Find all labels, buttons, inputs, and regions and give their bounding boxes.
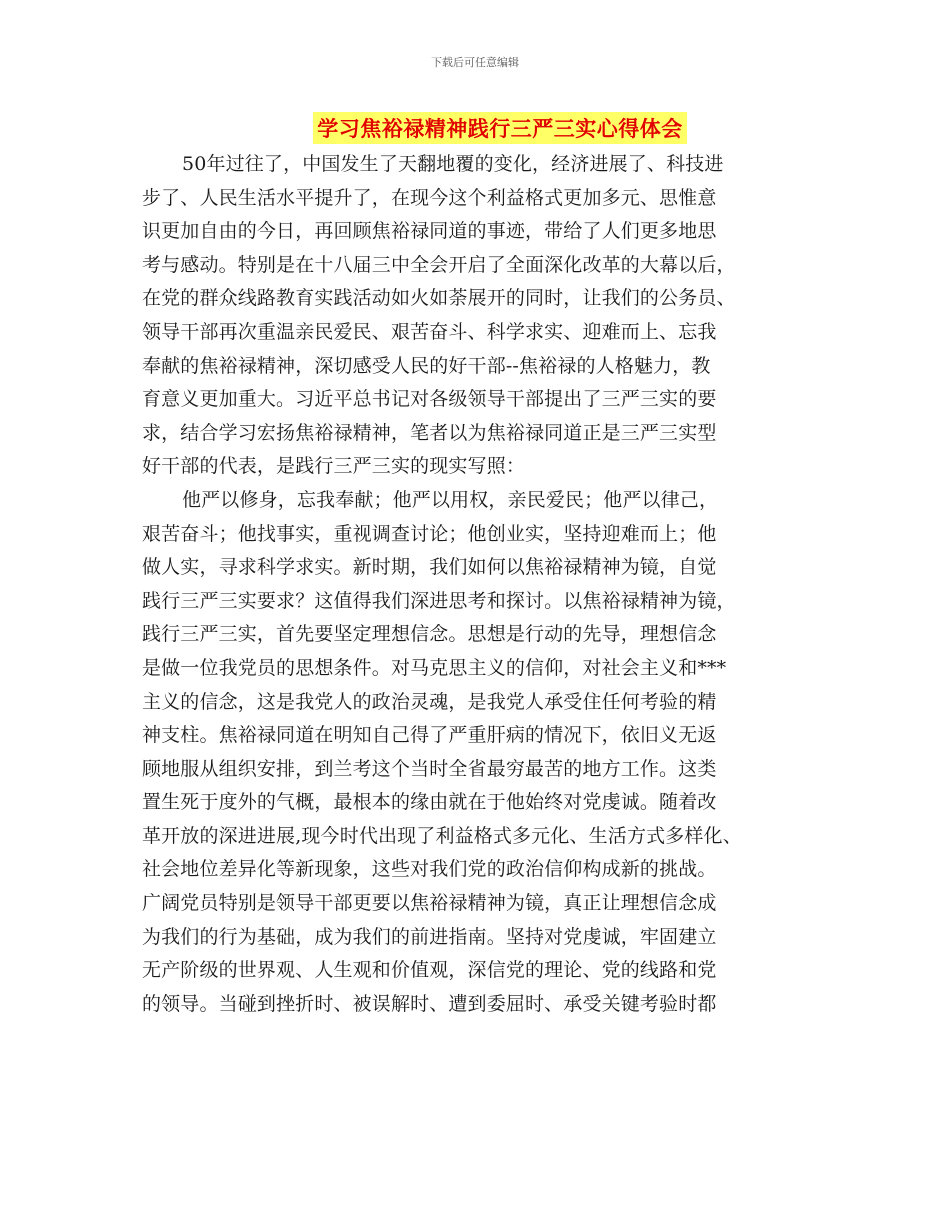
text-line: 无产阶级的世界观、人生观和价值观，深信党的理论、党的线路和党	[142, 959, 717, 982]
title-container	[0, 112, 950, 144]
text-line: 艰苦奋斗；他找事实，重视调查讨论；他创业实，坚持迎难而上；他	[142, 522, 717, 545]
text-line: 领导干部再次重温亲民爱民、艰苦奋斗、科学求实、迎难而上、忘我	[142, 320, 717, 343]
document-body	[142, 148, 802, 1021]
text-line: 社会地位差异化等新现象，这些对我们党的政治信仰构成新的挑战。	[142, 858, 717, 881]
paragraph	[142, 484, 802, 1022]
text-line: 广阔党员特别是领导干部更要以焦裕禄精神为镜，真正让理想信念成	[142, 892, 717, 915]
paragraph	[142, 148, 802, 484]
text-line: 他严以修身，忘我奉献；他严以用权，亲民爱民；他严以律己，	[182, 488, 719, 511]
text-line: 践行三严三实要求？这值得我们深进思考和探讨。以焦裕禄精神为镜，	[142, 589, 736, 612]
text-line: 主义的信念，这是我党人的政治灵魂，是我党人承受住任何考验的精	[142, 690, 717, 713]
text-line: 奉献的焦裕禄精神，深切感受人民的好干部--焦裕禄的人格魅力，教	[142, 354, 711, 377]
text-line: 为我们的行为基础，成为我们的前进指南。坚持对党虔诚，牢固建立	[142, 925, 717, 948]
text-line: 革开放的深进进展,现今时代出现了利益格式多元化、生活方式多样化、	[142, 824, 742, 847]
text-line: 顾地服从组织安排，到兰考这个当时全省最穷最苦的地方工作。这类	[142, 757, 717, 780]
text-line: 在党的群众线路教育实践活动如火如荼展开的同时，让我们的公务员、	[142, 287, 736, 310]
text-line: 神支柱。焦裕禄同道在明知自己得了严重肝病的情况下，依旧义无返	[142, 724, 717, 747]
text-line: 的领导。当碰到挫折时、被误解时、遭到委屈时、承受关键考验时都	[142, 992, 717, 1015]
text-line: 是做一位我党员的思想条件。对马克思主义的信仰，对社会主义和***	[142, 656, 727, 679]
text-line: 置生死于度外的气概，最根本的缘由就在于他始终对党虔诚。随着改	[142, 791, 717, 814]
text-line: 做人实，寻求科学求实。新时期，我们如何以焦裕禄精神为镜，自觉	[142, 556, 717, 579]
text-line: 考与感动。特别是在十八届三中全会开启了全面深化改革的大幕以后，	[142, 253, 736, 276]
document-title: 学习焦裕禄精神践行三严三实心得体会	[313, 112, 687, 144]
text-line: 求，结合学习宏扬焦裕禄精神，笔者以为焦裕禄同道正是三严三实型	[142, 421, 717, 444]
text-line: 好干部的代表，是践行三严三实的现实写照：	[142, 455, 526, 478]
page-header-note: 下载后可任意编辑	[431, 56, 519, 69]
text-line: 步了、人民生活水平提升了，在现今这个利益格式更加多元、思惟意	[142, 186, 717, 209]
text-line: 识更加自由的今日，再回顾焦裕禄同道的事迹，带给了人们更多地思	[142, 220, 717, 243]
text-line: 50年过往了，中国发生了天翻地覆的变化，经济进展了、科技进	[182, 153, 724, 175]
text-line: 践行三严三实，首先要坚定理想信念。思想是行动的先导，理想信念	[142, 623, 717, 646]
text-line: 育意义更加重大。习近平总书记对各级领导干部提出了三严三实的要	[142, 388, 717, 411]
